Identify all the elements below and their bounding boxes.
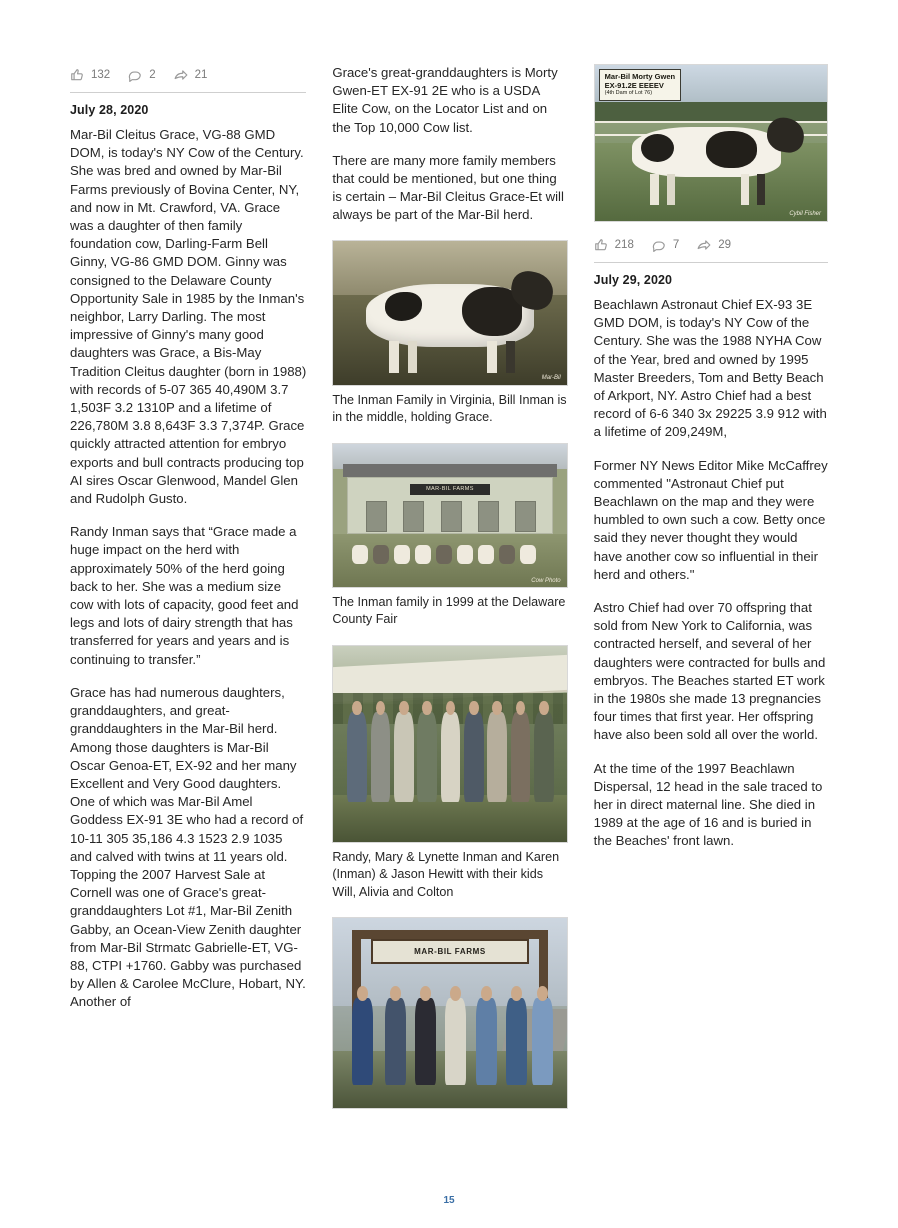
like-stat[interactable] [594, 238, 634, 252]
comment-icon [128, 68, 142, 82]
cow-portrait-photo [332, 240, 567, 386]
paragraph: Beachlawn Astronaut Chief EX-93 3E GMD DOM, is today's NY Cow of the Century. She was the 1988 NYHA Cow of the Year, bred and owned by 1995 Master Breeders, Tom and Betty Beach of Arkport, NY. Astro Chief had a best record of 6-6 340 3x 29225 3.9 912 with a lifetime of 209,249M, [593, 297, 827, 440]
page-number: 15 [443, 1195, 455, 1206]
column-two [332, 64, 567, 1109]
barn-and-cattle-photo [332, 443, 567, 588]
photo-signature: Cow Photo [531, 577, 561, 584]
figure-barn-cattle [332, 443, 567, 629]
label-lot-note: (4th Dam of Lot 76) [604, 90, 653, 96]
thumbs-up-icon [70, 68, 84, 82]
photo-signature: Cybil Fisher [789, 211, 821, 217]
barn-sign-text: MAR-BIL FARMS [410, 484, 489, 495]
label-classification: EX-91.2E EEEEV [604, 81, 664, 90]
family-at-farm-sign-photo [332, 917, 567, 1109]
paragraph: Mar-Bil Cleitus Grace, VG-88 GMD DOM, is today's NY Cow of the Century. She was bred and owned by Mar-Bil Farms previously of Bovina Center, NY, and now in Mt. Crawford, VA. Grace was a daughter of then family foundation cow, Darling-Farm Bell Ginny, VG-86 GMD DOM. Ginny was consigned to the Delaware County Opportunity Sale in 1985 by the Inman's neighbor, Larry Darling. The most impressive of Ginny's many good daughters was Grace, a Bis-May Tradition Cleitus daughter (born in 1988) with records of 5-07 365 40,490M 3.7 1,503F 3.2 1310P and a lifetime of 226,780M 3.8 8,643F 3.3 7,374P. Grace quickly attracted attention for embryo exports and bull contracts producing top AI sires Oscar Glenwood, Mandel Glen and Rudolph Gusto. [70, 127, 307, 507]
paragraph: At the time of the 1997 Beachlawn Dispersal, 12 head in the sale traced to her in direct maternal line. She died in 1989 at the age of 16 and is buried in the Beaches' front lawn. [593, 760, 823, 849]
paragraph: Randy Inman says that “Grace made a huge impact on the herd with approximately 50% of the herd going back to her. She was a medium size cow with lots of capacity, good feet and legs and lots of dairy strength that has transferred for years and years and is continuing to transfer.” [70, 524, 299, 667]
post-date-july-28: July 28, 2020 [70, 103, 149, 117]
photo-signature: Mar-Bil [541, 374, 561, 381]
post-date-july-29: July 29, 2020 [593, 273, 673, 287]
figure-family-at-sign [332, 917, 567, 1109]
share-stat[interactable] [174, 68, 208, 82]
column-three [594, 64, 828, 1109]
mar-bil-morty-gwen-photo [594, 64, 828, 222]
figure-cow-portrait [332, 240, 567, 427]
paragraph: There are many more family members that could be mentioned, but one thing is certain – Mar-Bil Cleitus Grace-Et will always be part of the Mar-Bil herd. [332, 152, 564, 223]
like-count: 218 [614, 239, 634, 251]
photo-caption: The Inman family in 1999 at the Delaware County Fair [332, 594, 566, 627]
engagement-bar-post-two [594, 234, 828, 263]
thumbs-up-icon [594, 238, 608, 252]
share-count: 21 [194, 69, 208, 81]
photo-caption: Randy, Mary & Lynette Inman and Karen (Inman) & Jason Hewitt with their kids Will, Alivia and Colton [332, 849, 560, 899]
paragraph: Grace's great-granddaughters is Morty Gwen-ET EX-91 2E who is a USDA Elite Cow, on the Locator List and on the Top 10,000 Cow list. [332, 65, 558, 135]
share-stat[interactable] [697, 238, 731, 252]
comment-count: 2 [149, 69, 156, 81]
like-count: 132 [91, 69, 111, 81]
paragraph: Astro Chief had over 70 offspring that sold from New York to California, was contracted herself, and several of her daughters were contracted for bulls and embryos. The Beaches started ET work in the 1980s she made 13 pregnancies four times that first year. Her offspring have also been sold all over the world. [593, 600, 826, 743]
column-one [70, 64, 306, 1109]
farm-sign-text: MAR-BIL FARMS [371, 939, 530, 964]
comment-stat[interactable] [652, 238, 679, 252]
like-stat[interactable] [70, 68, 110, 82]
photo-caption-label [599, 69, 681, 101]
engagement-bar-post-one [70, 64, 306, 93]
share-icon [174, 68, 188, 82]
comment-count: 7 [672, 239, 680, 251]
three-column-layout [70, 64, 828, 1109]
share-icon [697, 238, 711, 252]
figure-morty-gwen [594, 64, 828, 222]
share-count: 29 [718, 239, 732, 251]
paragraph: Grace has had numerous daughters, granddaughters, and great-granddaughters in the Mar-Bil herd. Among those daughters is Mar-Bil Oscar Genoa-ET, EX-92 and her many Excellent and Very Good daughters. One of which was Mar-Bil Amel Goddess EX-91 3E who had a record of 10-11 305 35,186 4.3 1523 2.9 1035 and calved with twins at 11 years old. Topping the 2007 Harvest Sale at Cornell was one of Grace's great-granddaughters Lot #1, Mar-Bil Zenith Gabby, an Ocean-View Zenith daughter from Mar-Bil Strmatc Gabrielle-ET, VG-88, CTPI +1760. Gabby was purchased by Allen & Carolee McClure, Hobart, NY. Another of [70, 684, 306, 1010]
figure-family-group [332, 645, 567, 902]
comment-stat[interactable] [128, 68, 155, 82]
paragraph: Former NY News Editor Mike McCaffrey commented "Astronaut Chief put Beachlawn on the map and they were humbled to own such a cow. Betty once said they never thought they would have another cow so influential in their herd and others." [593, 457, 828, 582]
label-cow-name: Mar-Bil Morty Gwen [604, 72, 676, 81]
comment-icon [652, 238, 666, 252]
photo-caption: The Inman Family in Virginia, Bill Inman is in the middle, holding Grace. [332, 392, 567, 425]
family-group-photo [332, 645, 567, 843]
